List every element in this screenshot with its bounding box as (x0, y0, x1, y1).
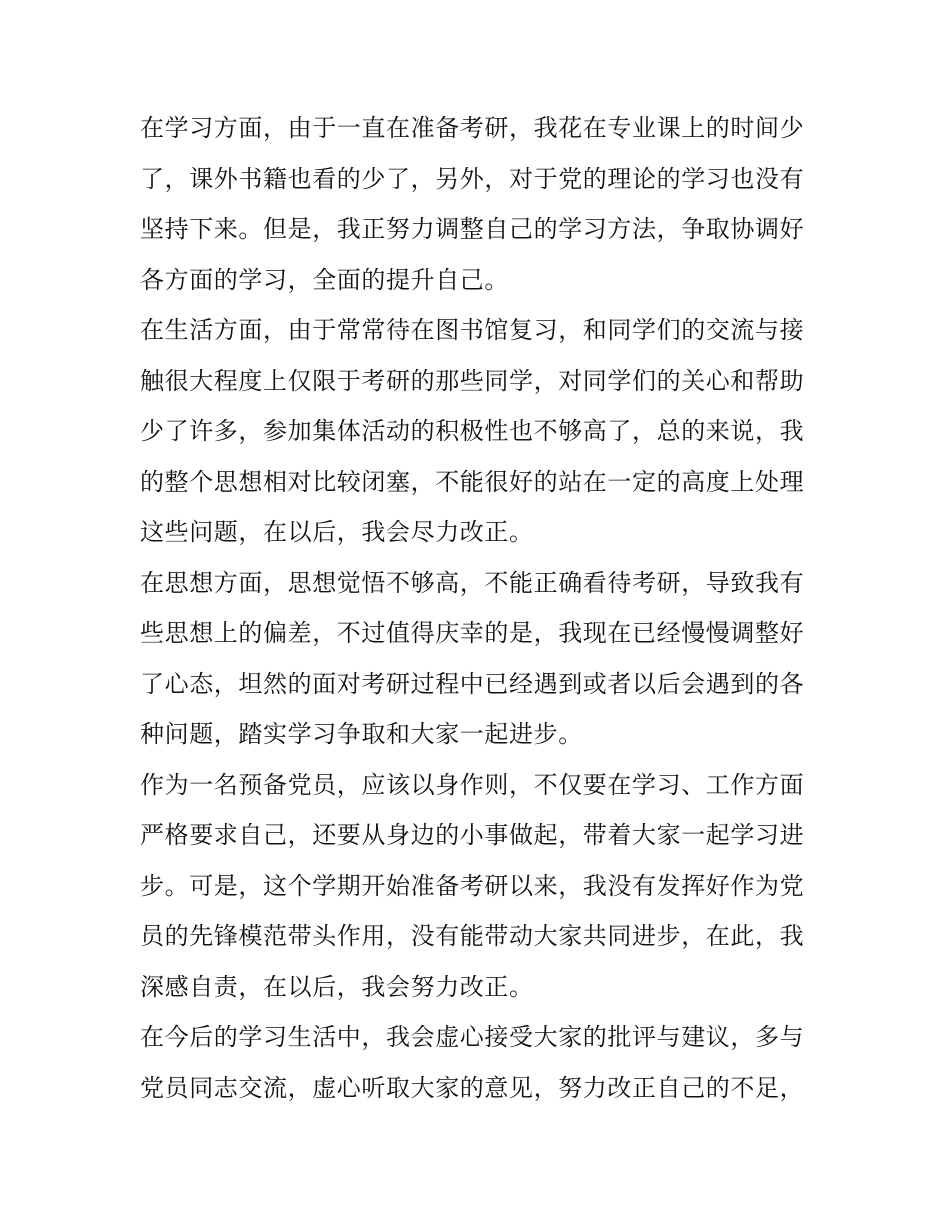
text-line: 坚持下来。但是，我正努力调整自己的学习方法，争取协调好 (140, 215, 805, 243)
paragraph-future (140, 1012, 812, 1113)
text-line: 作为一名预备党员，应该以身作则，不仅要在学习、工作方面 (140, 770, 805, 799)
text-line: 的整个思想相对比较闭塞，不能很好的站在一定的高度上处理 (140, 467, 805, 496)
document-body (140, 103, 812, 1113)
text-line: 各方面的学习，全面的提升自己。 (140, 265, 509, 294)
paragraph-life (140, 305, 812, 558)
text-line: 在生活方面，由于常常待在图书馆复习，和同学们的交流与接 (140, 316, 805, 344)
text-line: 员的先锋模范带头作用，没有能带动大家共同进步，在此，我 (140, 922, 805, 950)
text-line: 这些问题，在以后，我会尽力改正。 (140, 518, 534, 546)
text-line: 在今后的学习生活中，我会虚心接受大家的批评与建议，多与 (140, 1023, 805, 1051)
text-line: 触很大程度上仅限于考研的那些同学，对同学们的关心和帮助 (140, 366, 805, 395)
text-line: 深感自责，在以后，我会努力改正。 (140, 972, 534, 1001)
text-line: 了，课外书籍也看的少了，另外，对于党的理论的学习也没有 (140, 164, 805, 193)
paragraph-thought (140, 558, 812, 760)
text-line: 了心态，坦然的面对考研过程中已经遇到或者以后会遇到的各 (140, 669, 805, 698)
text-line: 些思想上的偏差，不过值得庆幸的是，我现在已经慢慢调整好 (140, 619, 805, 647)
text-line: 在学习方面，由于一直在准备考研，我花在专业课上的时间少 (140, 114, 805, 142)
text-line: 种问题，踏实学习争取和大家一起进步。 (140, 720, 583, 748)
text-line: 严格要求自己，还要从身边的小事做起，带着大家一起学习进 (140, 821, 805, 849)
paragraph-study (140, 103, 812, 305)
text-line: 党员同志交流，虚心听取大家的意见，努力改正自己的不足， (140, 1073, 805, 1102)
text-line: 步。可是，这个学期开始准备考研以来，我没有发挥好作为党 (140, 871, 805, 900)
paragraph-party-member (140, 760, 812, 1013)
text-line: 少了许多，参加集体活动的积极性也不够高了，总的来说，我 (140, 417, 805, 445)
text-line: 在思想方面，思想觉悟不够高，不能正确看待考研，导致我有 (140, 568, 805, 597)
